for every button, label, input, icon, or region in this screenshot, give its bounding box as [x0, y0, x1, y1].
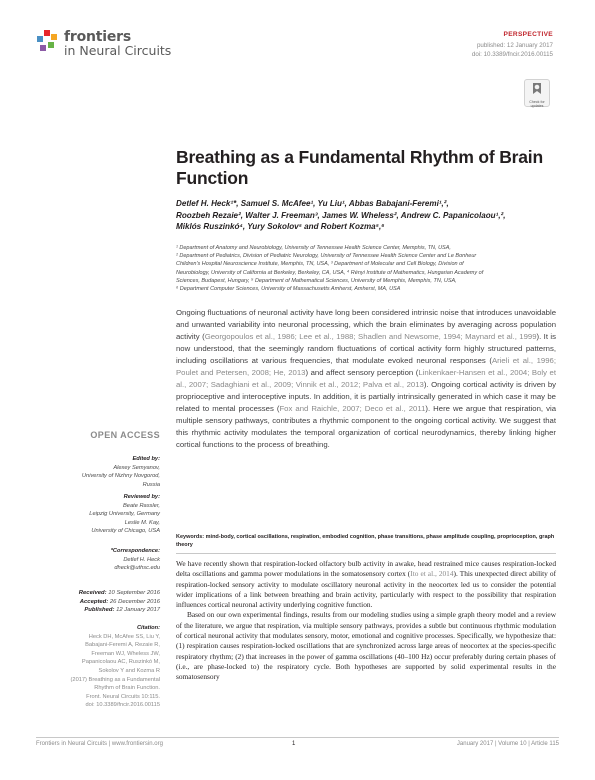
frontiers-logo-icon [36, 30, 60, 52]
accepted-date: Accepted: 26 December 2016 [79, 598, 160, 605]
body-text-span: We have recently shown that respiration-locked olfactory bulb activity in awake, head restrained mice causes respiration-locked delta oscillations and gamma power modulations in the somatosensory cortex ( [176, 559, 556, 579]
abstract-citation-link[interactable]: Linkenkaer-Hansen et al., 2004; Boly et al., 2007; Sadaghiani et al., 2009; Vinnik et al., 2012; Palva et al., 2013 [176, 368, 556, 389]
body-text [176, 559, 556, 683]
citation-line: Front. Neural Circuits 10:115. [86, 693, 160, 700]
affiliation-line: Neurobiology, University of California at Berkeley, Berkeley, CA, USA, ⁴ Rényi Institute of Mathematics, Hungarian Academy of [176, 269, 484, 276]
author-line: Detlef H. Heck¹*, Samuel S. McAfee¹, Yu Liu¹, Abbas Babajani-Feremi¹,², [176, 199, 449, 208]
page-number: 1 [292, 741, 296, 747]
divider [176, 553, 556, 554]
published-date-side: Published: 12 January 2017 [84, 607, 160, 614]
footer-divider [36, 737, 559, 738]
check-updates-label-1: Check for [529, 100, 545, 104]
open-access-label: OPEN ACCESS [90, 430, 160, 440]
correspondence-name: Detlef H. Heck [123, 556, 160, 563]
citation-line: Rhythm of Brain Function. [94, 685, 160, 692]
affiliation-line: Children's Hospital Neuroscience Institute, Memphis, TN, USA, ³ Department of Molecular and Cell Biology, Division of [176, 261, 464, 268]
article-title: Breathing as a Fundamental Rhythm of Brain Function [176, 147, 543, 188]
citation-line: Sokolov Y and Kozma R [98, 667, 160, 674]
author-list [176, 198, 556, 233]
abstract-text: Ongoing fluctuations of neuronal activity have long been considered intrinsic noise that introduces unavoidable and unwanted variability into neuronal processing, which the brain eliminates by averaging across population activity ( [176, 308, 556, 341]
check-updates-label-2: updates [530, 104, 544, 108]
editor-line: University of Nizhny Novgorod, [81, 473, 160, 480]
reviewer-line: University of Chicago, USA [91, 528, 160, 535]
editor-line: Alexey Semyanov, [113, 464, 160, 471]
abstract [176, 307, 556, 451]
abstract-text: ). Here we argue that respiration, via multiple sensory pathways, contributes a rhythmic component to the ongoing cortical activity. We suggest that this rhythmic activity modulates the temporal organization of cortical neurodynamics, thereby linking higher cortical functions to the process of breathing. [176, 404, 557, 449]
reviewed-by-heading: Reviewed by: [123, 494, 160, 500]
affiliations [176, 244, 561, 293]
citation-line: Papanicolaou AC, Ruszinkó M, [81, 659, 160, 666]
body-paragraph [176, 559, 556, 610]
affiliation-line: ¹ Department of Anatomy and Neurobiology, University of Tennessee Health Science Center, Memphis, TN, USA, [176, 245, 451, 251]
doi: doi: 10.3389/fncir.2016.00115 [471, 50, 553, 58]
article-dates [40, 589, 160, 615]
reviewer-line: Beate Rassler, [123, 502, 160, 509]
abstract-text: ) and affect sensory perception ( [305, 368, 419, 377]
abstract-citation-link[interactable]: Georgopoulos et al., 1986; Lee et al., 1988; Shadlen and Newsome, 1994; Maynard et al., 1999 [204, 332, 537, 341]
publication-info [472, 42, 553, 59]
citation-line: (2017) Breathing as a Fundamental [70, 676, 160, 683]
keywords: Keywords: mind-body, cortical oscillations, respiration, embodied cognition, phase transitions, phase amplitude coupling, proprioception, graph theory [176, 534, 555, 548]
footer-journal-link[interactable]: Frontiers in Neural Circuits | www.frontiersin.org [36, 741, 163, 747]
abstract-citation-link[interactable]: Fox and Raichle, 2007; Deco et al., 2011 [279, 404, 426, 413]
abstract-text: ). It is now understood, that the seemingly random fluctuations of cortical activity form highly structured patterns, including oscillations at various frequencies, that modulate evoked neuronal responses ( [176, 332, 556, 365]
citation-doi-link[interactable]: doi: 10.3389/fncir.2016.00115 [85, 702, 160, 709]
edited-by-heading: Edited by: [132, 456, 160, 462]
footer-issue-info: January 2017 | Volume 10 | Article 115 [456, 741, 559, 747]
citation-block [40, 624, 160, 710]
article-type: PERSPECTIVE [503, 31, 553, 38]
citation-heading: Citation: [136, 625, 160, 631]
published-date: published: 12 January 2017 [476, 42, 553, 49]
affiliation-line: ² Department of Pediatrics, Division of Pediatric Neurology, University of Tennessee Health Science Center and Le Bonheur [176, 253, 477, 260]
edited-by [40, 455, 160, 489]
received-date: Received: 10 September 2016 [78, 590, 160, 596]
body-paragraph: Based on our own experimental findings, results from our modeling studies using a simple graph theory model and a review of the literature, we argue that respiration, via multiple sensory pathways, provides a subtle but continuous rhythmic modulation of cortical neuronal activity that modulates sensory, motor, emotional and cognitive processes. Specifically, we hypothesize that: (1) respiration causes respiration-locked oscillations that are synchronized across large areas of neocortex at the species-specific respiratory rhythm; (2) that increases in the power of gamma oscillations (40–100 Hz) occur preferably during certain phases of (i.e., are phase-locked to) the respiratory cycle. Both hypotheses are supported by solid experimental results in the somatosensory [176, 610, 556, 682]
abstract-text: ). Ongoing cortical activity is driven by proprioceptive and interoceptive inputs. In addition, it is partially intrinsically generated in which case it may be related to mental processes ( [176, 380, 557, 413]
abstract-citation-link[interactable]: Arieli et al., 1996; Poulet and Petersen, 2008; He, 2013 [176, 356, 556, 377]
body-citation-link[interactable]: Ito et al., 2014 [410, 569, 454, 579]
affiliation-line: ⁶ Department Computer Sciences, University of Massachusetts Amherst, Amherst, MA, USA [176, 286, 401, 293]
body-text-span: ). This unexpected direct ability of respiration-locked sensory activity to modulate oscillatory neuronal activity in the neocortex led us to consider the potential wider implications of a link between breathing and brain activity, particularly with respect to the possibility that respiration influences cortical neuronal activity underlying cognitive function. [176, 569, 557, 610]
reviewer-line: Leslie M. Kay, [124, 519, 160, 526]
bookmark-check-icon [531, 82, 543, 95]
citation-line: Heck DH, McAfee SS, Liu Y, [88, 633, 160, 640]
citation-line: Babajani-Feremi A, Rezaie R, [85, 642, 160, 649]
affiliation-line: Sciences, Budapest, Hungary, ⁵ Department of Mathematical Sciences, University of Memphis, Memphis, TN, USA, [176, 277, 457, 284]
check-for-updates-button[interactable] [524, 79, 550, 107]
reviewer-line: Leipzig University, Germany [89, 511, 160, 518]
author-line: Roozbeh Rezaie², Walter J. Freeman³, James W. Wheless², Andrew C. Papanicolaou¹,², [176, 210, 506, 220]
correspondence-heading: *Correspondence: [110, 548, 160, 554]
brand-name: frontiers [64, 29, 132, 45]
citation-line: Freeman WJ, Wheless JW, [91, 650, 160, 657]
reviewed-by [40, 493, 160, 536]
correspondence-email-link[interactable]: dheck@uthsc.edu [114, 565, 160, 572]
author-line: Miklós Ruszinkó⁴, Yury Sokolov⁵ and Robert Kozma⁵,⁶ [176, 222, 385, 232]
journal-name: in Neural Circuits [64, 43, 172, 58]
correspondence [40, 547, 160, 573]
editor-line: Russia [142, 481, 160, 488]
